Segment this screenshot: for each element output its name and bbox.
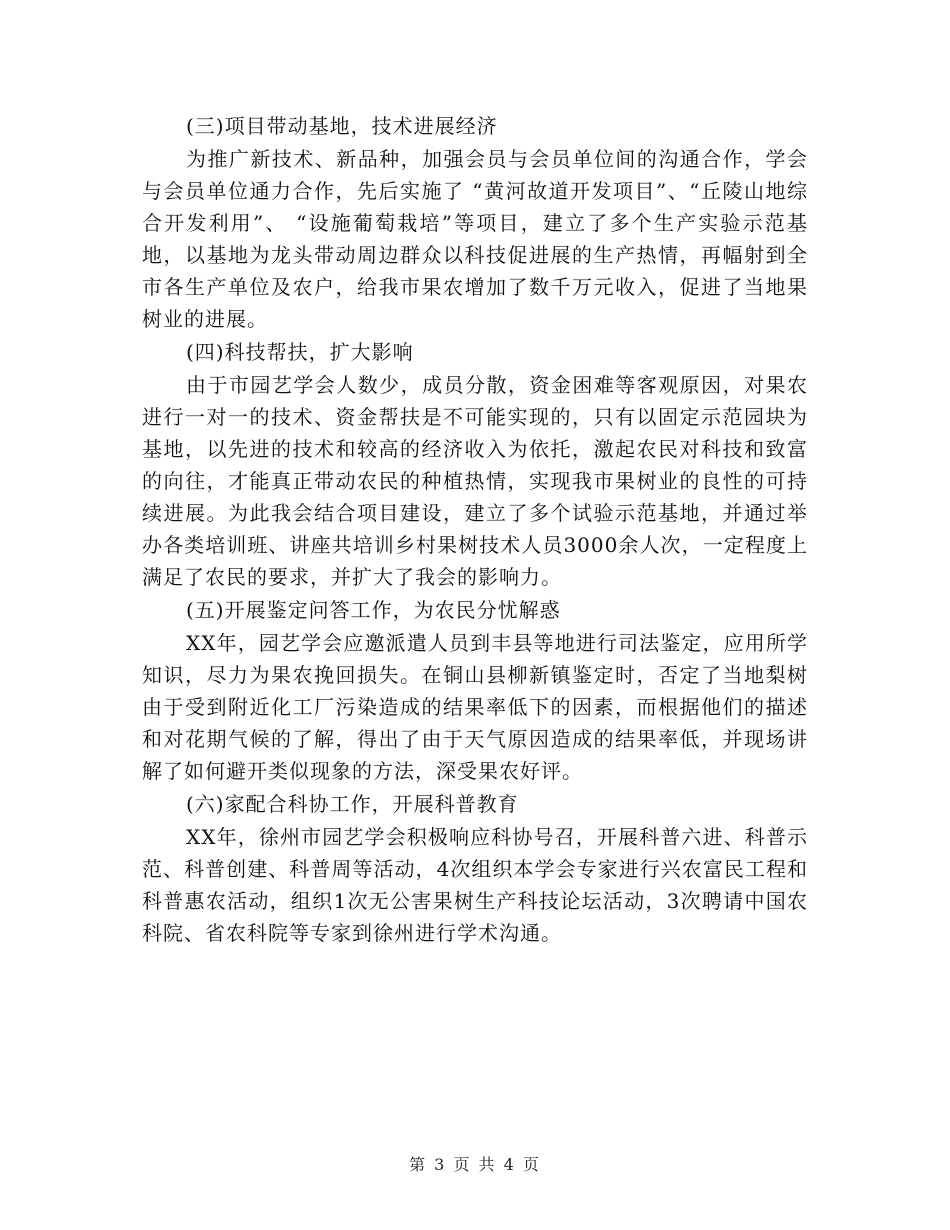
- section-heading-4: (四)科技帮扶，扩大影响: [186, 340, 414, 364]
- document-body: [142, 110, 808, 949]
- section-heading-5: (五)开展鉴定问答工作，为农民分忧解惑: [186, 598, 561, 622]
- page-number-footer: 第 3 页 共 4 页: [409, 1155, 541, 1174]
- section-paragraph-5: XX年，园艺学会应邀派遣人员到丰县等地进行司法鉴定，应用所学知识，尽力为果农挽回损失。在铜山县柳新镇鉴定时，否定了当地梨树由于受到附近化工厂污染造成的结果率低下的因素，而根据他们的描述和对花期气候的了解，得出了由于天气原因造成的结果率低，并现场讲解了如何避开类似现象的方法，深受果农好评。: [142, 631, 808, 783]
- section-paragraph-6: XX年，徐州市园艺学会积极响应科协号召，开展科普六进、科普示范、科普创建、科普周等活动，4次组织本学会专家进行兴农富民工程和科普惠农活动，组织1次无公害果树生产科技论坛活动，3次聘请中国农科院、省农科院等专家到徐州进行学术沟通。: [142, 825, 808, 945]
- section-paragraph-4: 由于市园艺学会人数少，成员分散，资金困难等客观原因，对果农进行一对一的技术、资金帮扶是不可能实现的，只有以固定示范园块为基地，以先进的技术和较高的经济收入为依托，激起农民对科技和致富的向往，才能真正带动农民的种植热情，实现我市果树业的良性的可持续进展。为此我会结合项目建设，建立了多个试验示范基地，并通过举办各类培训班、讲座共培训乡村果树技术人员3000余人次，一定程度上满足了农民的要求，并扩大了我会的影响力。: [142, 373, 808, 589]
- section-heading-6: (六)家配合科协工作，开展科普教育: [186, 792, 519, 816]
- section-heading-3: (三)项目带动基地，技术进展经济: [186, 114, 498, 138]
- section-paragraph-3: 为推广新技术、新品种，加强会员与会员单位间的沟通合作，学会与会员单位通力合作，先后实施了 “黄河故道开发项目”、“丘陵山地综合开发利用”、 “设施葡萄栽培”等项目，建立了多个生产实验示范基地，以基地为龙头带动周边群众以科技促进展的生产热情，再幅射到全市各生产单位及农户，给我市果农增加了数千万元收入，促进了当地果树业的进展。: [142, 147, 808, 331]
